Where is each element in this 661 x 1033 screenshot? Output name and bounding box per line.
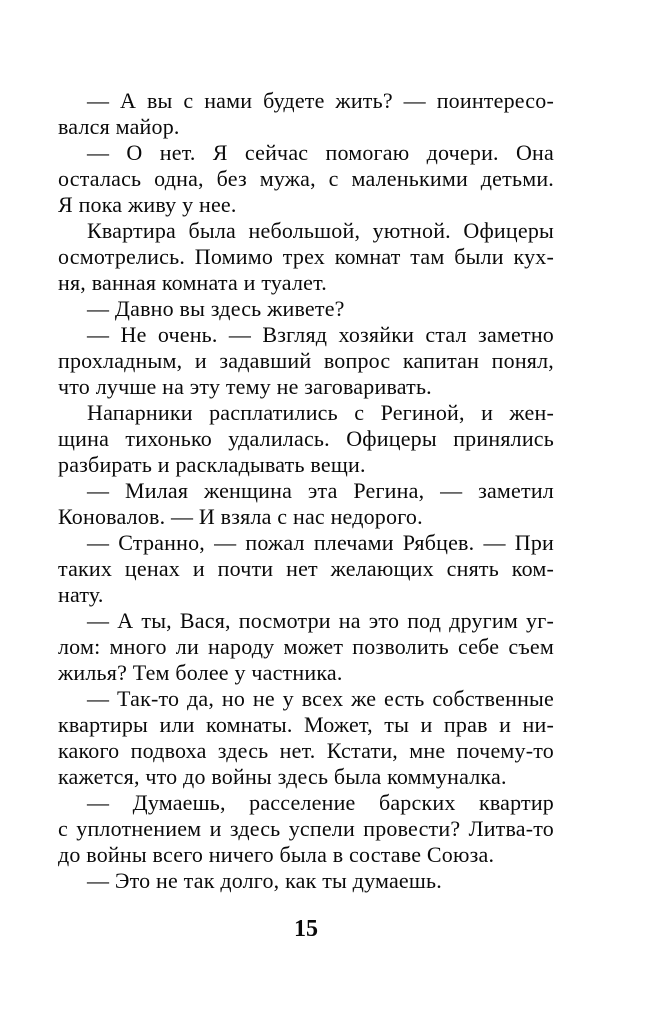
text-line: — А вы с нами будете жить? — поинтересо- [87,88,554,113]
text-line: — О нет. Я сейчас помогаю дочери. Она [87,140,554,165]
paragraph [58,296,554,322]
text-line: прохладным, и задавший вопрос капитан понял, [58,348,554,373]
text-line: вался майор. [58,114,180,139]
text-line: Квартира была небольшой, уютной. Офицеры [87,218,554,243]
text-line: жилья? Тем более у частника. [58,660,343,685]
paragraph [58,530,554,608]
text-line: с уплотнением и здесь успели провести? Литва-то [58,816,554,841]
text-line: — А ты, Вася, посмотри на это под другим уг- [87,608,554,633]
text-line: — Так-то да, но не у всех же есть собственные [87,686,554,711]
text-line: — Странно, — пожал плечами Рябцев. — При [87,530,554,555]
paragraph [58,400,554,478]
text-line: осталась одна, без мужа, с маленькими детьми. [58,166,554,191]
text-line: — Милая женщина эта Регина, — заметил [87,478,554,503]
text-line: осмотрелись. Помимо трех комнат там были кух- [58,244,554,269]
paragraph [58,140,554,218]
text-line: — Это не так долго, как ты думаешь. [87,868,442,893]
paragraph [58,478,554,530]
text-line: Коновалов. — И взяла с нас недорого. [58,504,423,529]
paragraph [58,322,554,400]
page-number: 15 [294,916,318,942]
text-line: нату. [58,582,104,607]
paragraph [58,608,554,686]
text-line: что лучше на эту тему не заговаривать. [58,374,432,399]
paragraph [58,868,554,894]
text-line: какого подвоха здесь нет. Кстати, мне почему-то [58,738,554,763]
text-line: — Давно вы здесь живете? [87,296,345,321]
paragraph [58,88,554,140]
text-line: кажется, что до войны здесь была коммуналка. [58,764,507,789]
text-block [58,88,554,894]
text-line: — Думаешь, расселение барских квартир [87,790,554,815]
text-line: лом: много ли народу может позволить себе съем [58,634,554,659]
text-line: квартиры или комнаты. Может, ты и прав и ни- [58,712,554,737]
text-line: — Не очень. — Взгляд хозяйки стал заметно [87,322,554,347]
text-line: таких ценах и почти нет желающих снять ком- [58,556,554,581]
text-line: Напарники расплатились с Региной, и жен- [87,400,554,425]
text-line: Я пока живу у нее. [58,192,237,217]
paragraph [58,686,554,790]
text-line: разбирать и раскладывать вещи. [58,452,366,477]
text-line: до войны всего ничего была в составе Союза. [58,842,495,867]
paragraph [58,218,554,296]
paragraph [58,790,554,868]
text-line: щина тихонько удалилась. Офицеры принялись [58,426,554,451]
text-line: ня, ванная комната и туалет. [58,270,327,295]
